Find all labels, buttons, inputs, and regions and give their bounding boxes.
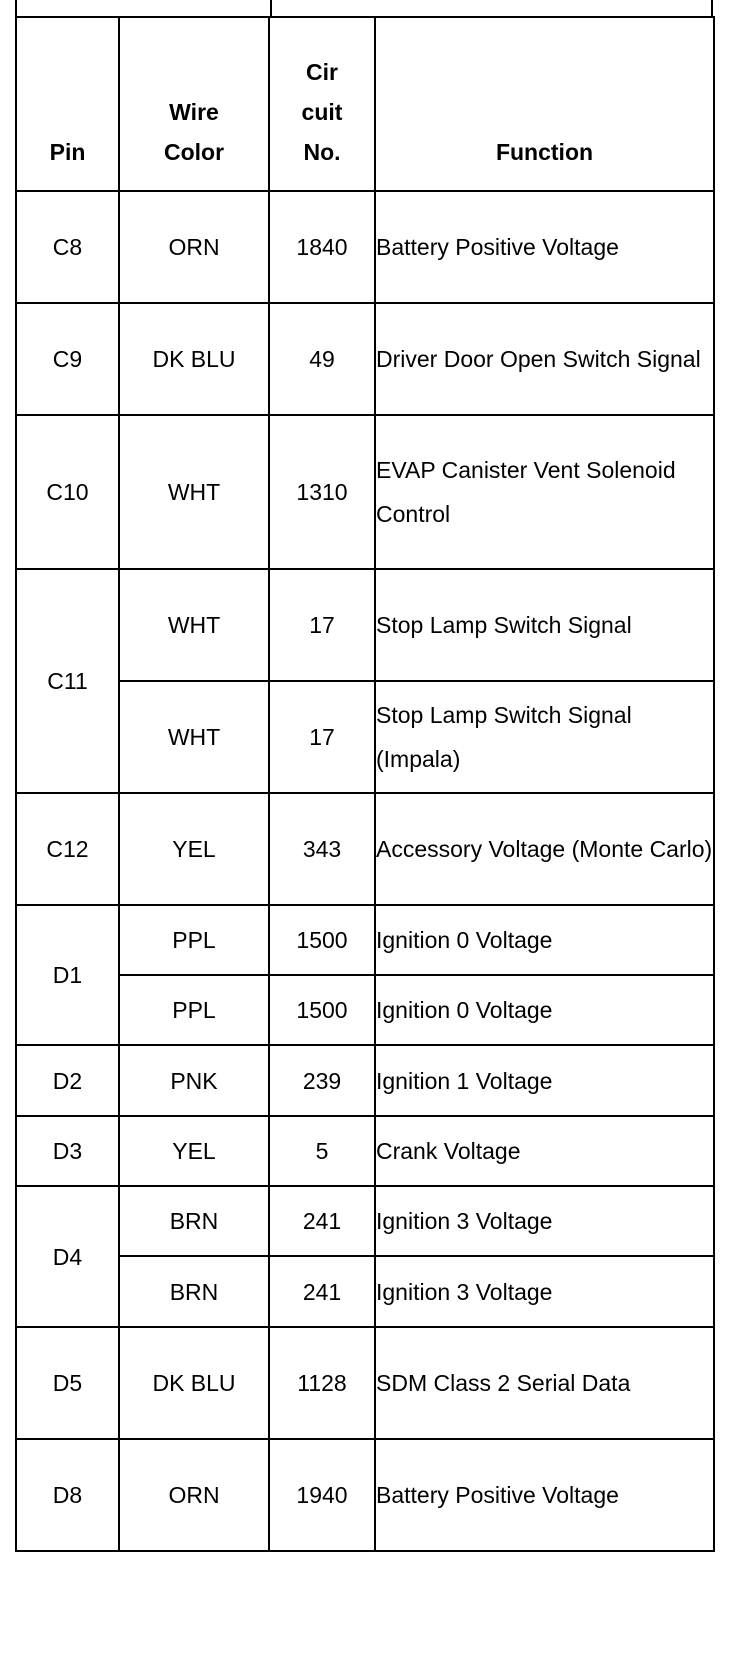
wire-color-column-header [119,17,269,191]
table-top-edge-right [711,0,713,17]
function-cell: Driver Door Open Switch Signal [375,303,714,415]
function-cell: Battery Positive Voltage [375,1439,714,1551]
wire-color-header-line-1: Wire [169,99,219,125]
pin-cell: D3 [16,1116,119,1186]
wire-color-cell: YEL [119,1116,269,1186]
pin-cell: C12 [16,793,119,905]
table-row [16,303,714,415]
function-cell: Stop Lamp Switch Signal [375,569,714,681]
pin-header-text: Pin [49,139,86,165]
function-cell: SDM Class 2 Serial Data [375,1327,714,1439]
table-row [16,1186,714,1256]
circuit-number-cell: 1940 [269,1439,375,1551]
circuit-number-cell: 1310 [269,415,375,569]
function-cell: Ignition 3 Voltage [375,1186,714,1256]
wire-color-cell: DK BLU [119,1327,269,1439]
header-row [16,17,714,191]
circuit-number-cell: 1500 [269,975,375,1045]
pin-cell: C11 [16,569,119,793]
function-header-text: Function [495,139,594,165]
wire-color-cell: WHT [119,569,269,681]
table-row [16,793,714,905]
table-row [16,905,714,975]
circuit-number-cell: 49 [269,303,375,415]
circuit-header-line-1: Cir [306,59,338,85]
wire-color-cell: ORN [119,191,269,303]
function-cell: Ignition 0 Voltage [375,905,714,975]
circuit-number-cell: 343 [269,793,375,905]
circuit-number-cell: 241 [269,1256,375,1327]
table-row [16,1045,714,1116]
function-cell: Accessory Voltage (Monte Carlo) [375,793,714,905]
function-cell: Ignition 1 Voltage [375,1045,714,1116]
circuit-number-cell: 17 [269,569,375,681]
wire-color-cell: BRN [119,1256,269,1327]
pin-cell: D2 [16,1045,119,1116]
wire-color-cell: PPL [119,905,269,975]
table-row [16,191,714,303]
table-row [16,681,714,793]
pin-cell: D4 [16,1186,119,1327]
table-top-edge-left [15,0,17,17]
table-top-edge-middle [270,0,272,17]
table-row [16,975,714,1045]
function-cell: Battery Positive Voltage [375,191,714,303]
circuit-number-cell: 241 [269,1186,375,1256]
circuit-header-line-2: cuit [301,99,343,125]
connector-pinout-table [15,16,715,1552]
wire-color-cell: PNK [119,1045,269,1116]
pin-cell: C9 [16,303,119,415]
wire-color-cell: PPL [119,975,269,1045]
pin-cell: D1 [16,905,119,1045]
wire-color-header-line-2: Color [163,139,225,165]
function-cell: Ignition 0 Voltage [375,975,714,1045]
circuit-number-cell: 5 [269,1116,375,1186]
function-cell: Crank Voltage [375,1116,714,1186]
pin-cell: D8 [16,1439,119,1551]
wire-color-cell: ORN [119,1439,269,1551]
circuit-number-cell: 17 [269,681,375,793]
function-cell: Ignition 3 Voltage [375,1256,714,1327]
circuit-number-cell: 239 [269,1045,375,1116]
pin-column-header [16,17,119,191]
table-row [16,1116,714,1186]
circuit-number-cell: 1500 [269,905,375,975]
table-row [16,569,714,681]
circuit-number-column-header [269,17,375,191]
wire-color-cell: DK BLU [119,303,269,415]
circuit-header-line-3: No. [303,139,341,165]
table-row [16,1327,714,1439]
wire-color-cell: YEL [119,793,269,905]
wire-color-cell: WHT [119,681,269,793]
function-cell: EVAP Canister Vent Solenoid Control [375,415,714,569]
table-row [16,1439,714,1551]
pin-cell: C8 [16,191,119,303]
function-column-header [375,17,714,191]
wire-color-cell: WHT [119,415,269,569]
pin-cell: C10 [16,415,119,569]
function-cell: Stop Lamp Switch Signal (Impala) [375,681,714,793]
wire-color-cell: BRN [119,1186,269,1256]
pin-cell: D5 [16,1327,119,1439]
table-row [16,415,714,569]
circuit-number-cell: 1840 [269,191,375,303]
table-row [16,1256,714,1327]
circuit-number-cell: 1128 [269,1327,375,1439]
